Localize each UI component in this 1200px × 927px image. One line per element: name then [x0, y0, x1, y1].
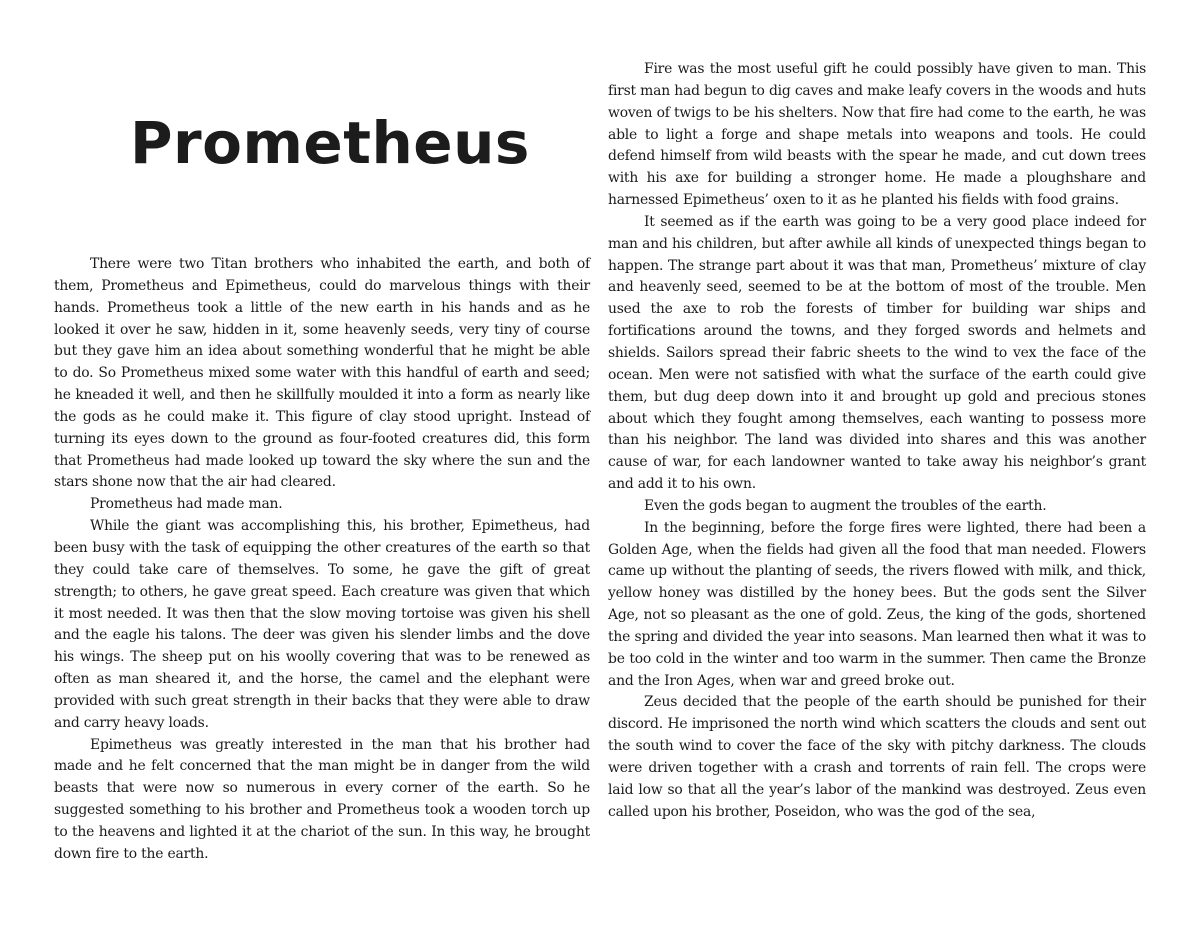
paragraph: It seemed as if the earth was going to be a very good place indeed for man and his children, but after awhile all kinds of unexpected things began to happen. The strange part about it was that man, Prometheus’ mixture of clay and heavenly seed, seemed to be at the bottom of most of the trouble. Men used the axe to rob the forests of timber for building war ships and fortifications around the towns, and they forged swords and helmets and shields. Sailors spread their fabric sheets to the wind to vex the face of the ocean. Men were not satisfied with what the surface of the earth could give them, but dug deep down into it and brought up gold and precious stones about which they fought among themselves, each wanting to possess more than his neighbor. The land was divided into shares and this was another cause of war, for each landowner wanted to take away his neighbor’s grant and add it to his own. — [608, 213, 1146, 493]
paragraph: Even the gods began to augment the troubles of the earth. — [644, 497, 1047, 514]
left-column — [54, 254, 590, 866]
page-title: Prometheus — [130, 109, 530, 177]
paragraph: While the giant was accomplishing this, his brother, Epimetheus, had been busy with the task of equipping the other creatures of the earth so that they could take care of themselves. To some, he gave the gift of great strength; to others, he gave great speed. Each creature was given that which it most needed. It was then that the slow moving tortoise was given his shell and the eagle his talons. The deer was given his slender limbs and the dove his wings. The sheep put on his woolly covering that was to be renewed as often as man sheared it, and the horse, the camel and the elephant were provided with such great strength in their backs that they were able to draw and carry heavy loads. — [54, 518, 590, 731]
paragraph: Prometheus had made man. — [90, 496, 283, 513]
paragraph: Epimetheus was greatly interested in the man that his brother had made and he felt concerned that the man might be in danger from the wild beasts that were now so numerous in every corner of the earth. So he suggested something to his brother and Prometheus took a wooden torch up to the heavens and lighted it at the chariot of the sun. In this way, he brought down fire to the earth. — [54, 736, 590, 862]
paragraph: Fire was the most useful gift he could possibly have given to man. This first man had begun to dig caves and make leafy covers in the woods and huts woven of twigs to be his shelters. Now that fire had come to the earth, he was able to light a forge and shape metals into weapons and tools. He could defend himself from wild beasts with the spear he made, and cut down trees with his axe for building a stronger home. He made a ploughshare and harnessed Epimetheus’ oxen to it as he planted his fields with food grains. — [608, 61, 1146, 209]
paragraph: Zeus decided that the people of the earth should be punished for their discord. He imprisoned the north wind which scatters the clouds and sent out the south wind to cover the face of the sky with pitchy darkness. The clouds were driven together with a crash and torrents of rain fell. The crops were laid low so that all the year’s labor of the mankind was destroyed. Zeus even called upon his brother, Poseidon, who was the god of the sea, — [608, 694, 1146, 820]
paragraph: In the beginning, before the forge fires were lighted, there had been a Golden Age, when the fields had given all the food that man needed. Flowers came up without the planting of seeds, the rivers flowed with milk, and thick, yellow honey was distilled by the honey bees. But the gods sent the Silver Age, not so pleasant as the one of gold. Zeus, the king of the gods, shortened the spring and divided the year into seasons. Man learned then what it was to be too cold in the winter and too warm in the summer. Then came the Bronze and the Iron Ages, when war and greed broke out. — [608, 519, 1146, 689]
paragraph: There were two Titan brothers who inhabited the earth, and both of them, Prometheus and Epimetheus, could do marvelous things with their hands. Prometheus took a little of the new earth in his hands and as he looked it over he saw, hidden in it, some heavenly seeds, very tiny of course but they gave him an idea about something wonderful that he might be able to do. So Prometheus mixed some water with this handful of earth and seed; he kneaded it well, and then he skillfully moulded it into a form as nearly like the gods as he could make it. This figure of clay stood upright. Instead of turning its eyes down to the ground as four-footed creatures did, this form that Prometheus had made looked up toward the sky where the sun and the stars shone now that the air had cleared. — [54, 256, 590, 491]
right-column — [608, 59, 1146, 824]
